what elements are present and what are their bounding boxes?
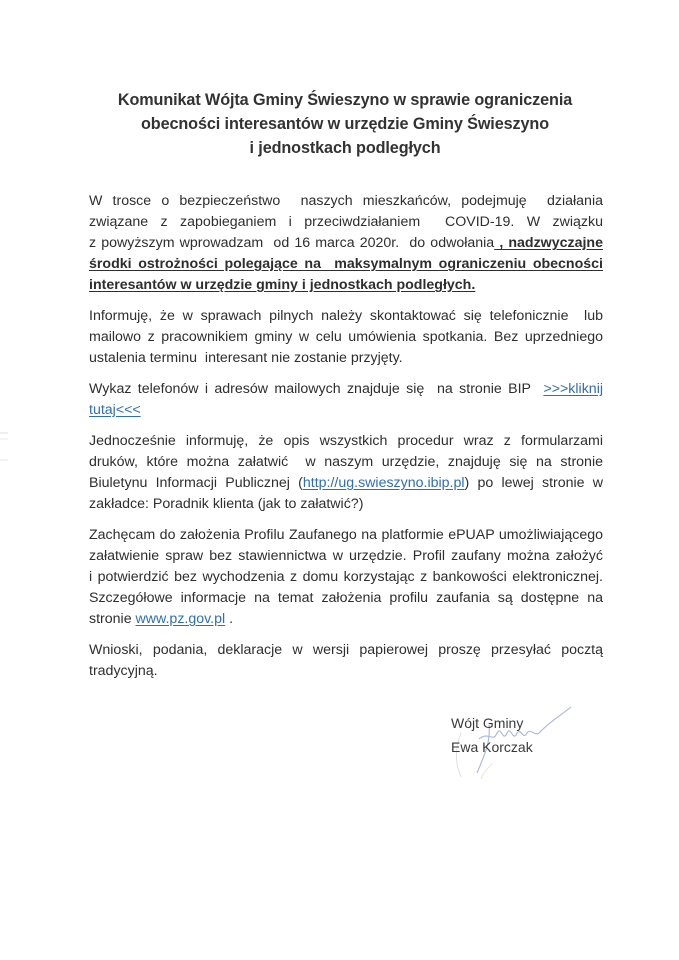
text-line xyxy=(89,254,603,275)
text-line-content: Biuletynu Informacji Publicznej ( xyxy=(89,475,303,491)
text-line xyxy=(89,400,603,421)
text-line xyxy=(89,494,603,515)
text-line xyxy=(89,306,603,327)
paragraph-contact-info xyxy=(89,306,603,369)
bip-website-link[interactable]: http://ug.swieszyno.ibip.pl xyxy=(302,475,465,491)
title-line: Komunikat Wójta Gminy Świeszyno w sprawie ograniczenia xyxy=(117,91,573,109)
text-line-content: Jednocześnie informuję, że opis wszystkich procedur wraz z formularzami xyxy=(89,433,603,449)
scan-edge-mark xyxy=(0,459,8,461)
text-line-content: ) po lewej stronie w xyxy=(464,475,603,491)
text-line-content: ustalenia terminu interesant nie zostanie przyjęty. xyxy=(89,350,403,366)
scan-edge-mark xyxy=(0,438,8,440)
text-line xyxy=(89,473,603,494)
text-line xyxy=(89,452,603,473)
pz-gov-link[interactable]: www.pz.gov.pl xyxy=(135,611,226,627)
text-line-content: . xyxy=(225,611,234,627)
text-line-content: Szczegółowe informacje na temat założenia profilu zaufania są dostępne na xyxy=(89,590,603,606)
title-line: i jednostkach podległych xyxy=(249,139,441,157)
text-line-content: Informuję, że w sprawach pilnych należy skontaktować się telefonicznie lub xyxy=(89,308,603,324)
bip-click-here-link[interactable]: >>>kliknij xyxy=(543,381,603,397)
text-line-content: Zachęcam do założenia Profilu Zaufanego na platformie ePUAP umożliwiającego xyxy=(89,527,603,543)
document-title xyxy=(90,88,600,160)
text-line xyxy=(89,567,603,588)
text-line xyxy=(89,588,603,609)
text-line xyxy=(89,640,603,661)
text-line xyxy=(89,525,603,546)
text-line-content: zakładce: Poradnik klienta (jak to załatwić?) xyxy=(89,496,364,512)
paragraph-covid-measures xyxy=(89,191,603,296)
text-line xyxy=(89,348,603,369)
text-line xyxy=(89,327,603,348)
text-line xyxy=(89,431,603,452)
paragraph-trusted-profile xyxy=(89,525,603,630)
text-line xyxy=(89,379,603,400)
scan-edge-mark xyxy=(0,432,8,434)
text-line xyxy=(89,212,603,233)
signature-role: Wójt Gminy xyxy=(451,715,524,731)
signature-name: Ewa Korczak xyxy=(451,739,533,755)
text-line-content: tradycyjną. xyxy=(89,663,158,679)
title-line: obecności interesantów w urzędzie Gminy Świeszyno xyxy=(141,115,549,133)
text-line xyxy=(89,275,603,296)
text-line-content: mailowo z pracownikiem gminy w celu umówienia spotkania. Bez uprzedniego xyxy=(89,329,603,345)
text-line-content: Wnioski, podania, deklaracje w wersji papierowej proszę przesyłać pocztą xyxy=(89,642,603,658)
signature-block xyxy=(451,711,591,781)
text-line xyxy=(89,191,603,212)
text-line-content: W trosce o bezpieczeństwo naszych mieszkańców, podejmuję działania xyxy=(89,193,603,209)
text-line-content: z powyższym wprowadzam od 16 marca 2020r. do odwołania xyxy=(89,235,495,251)
paragraph-procedures xyxy=(89,431,603,515)
text-line xyxy=(89,233,603,254)
paragraph-phone-list xyxy=(89,379,603,421)
emphasis-text: interesantów w urzędzie gminy i jednostkach podległych. xyxy=(89,277,476,293)
text-line-content: i potwierdzić bez wychodzenia z domu korzystając z bankowości elektronicznej. xyxy=(89,569,603,585)
text-line-content: druków, które można załatwić w naszym urzędzie, znajduję się na stronie xyxy=(89,454,603,470)
text-line xyxy=(89,546,603,567)
emphasis-text: , nadzwyczajne xyxy=(494,235,603,251)
text-line-content: związane z zapobieganiem i przeciwdziałaniem COVID-19. W związku xyxy=(89,214,603,230)
text-line xyxy=(89,609,603,630)
bip-click-here-link-continued[interactable]: tutaj<<< xyxy=(89,402,141,418)
text-line-content: załatwienie spraw bez stawiennictwa w urzędzie. Profil zaufany można założyć xyxy=(89,548,603,564)
text-line xyxy=(89,661,603,682)
document-body xyxy=(89,191,603,692)
paragraph-paper-submissions xyxy=(89,640,603,682)
text-line-content: Wykaz telefonów i adresów mailowych znajduje się na stronie BIP xyxy=(89,381,544,397)
text-line-content: stronie xyxy=(89,611,136,627)
emphasis-text: środki ostrożności polegające na maksymalnym ograniczeniu obecności xyxy=(89,256,603,272)
